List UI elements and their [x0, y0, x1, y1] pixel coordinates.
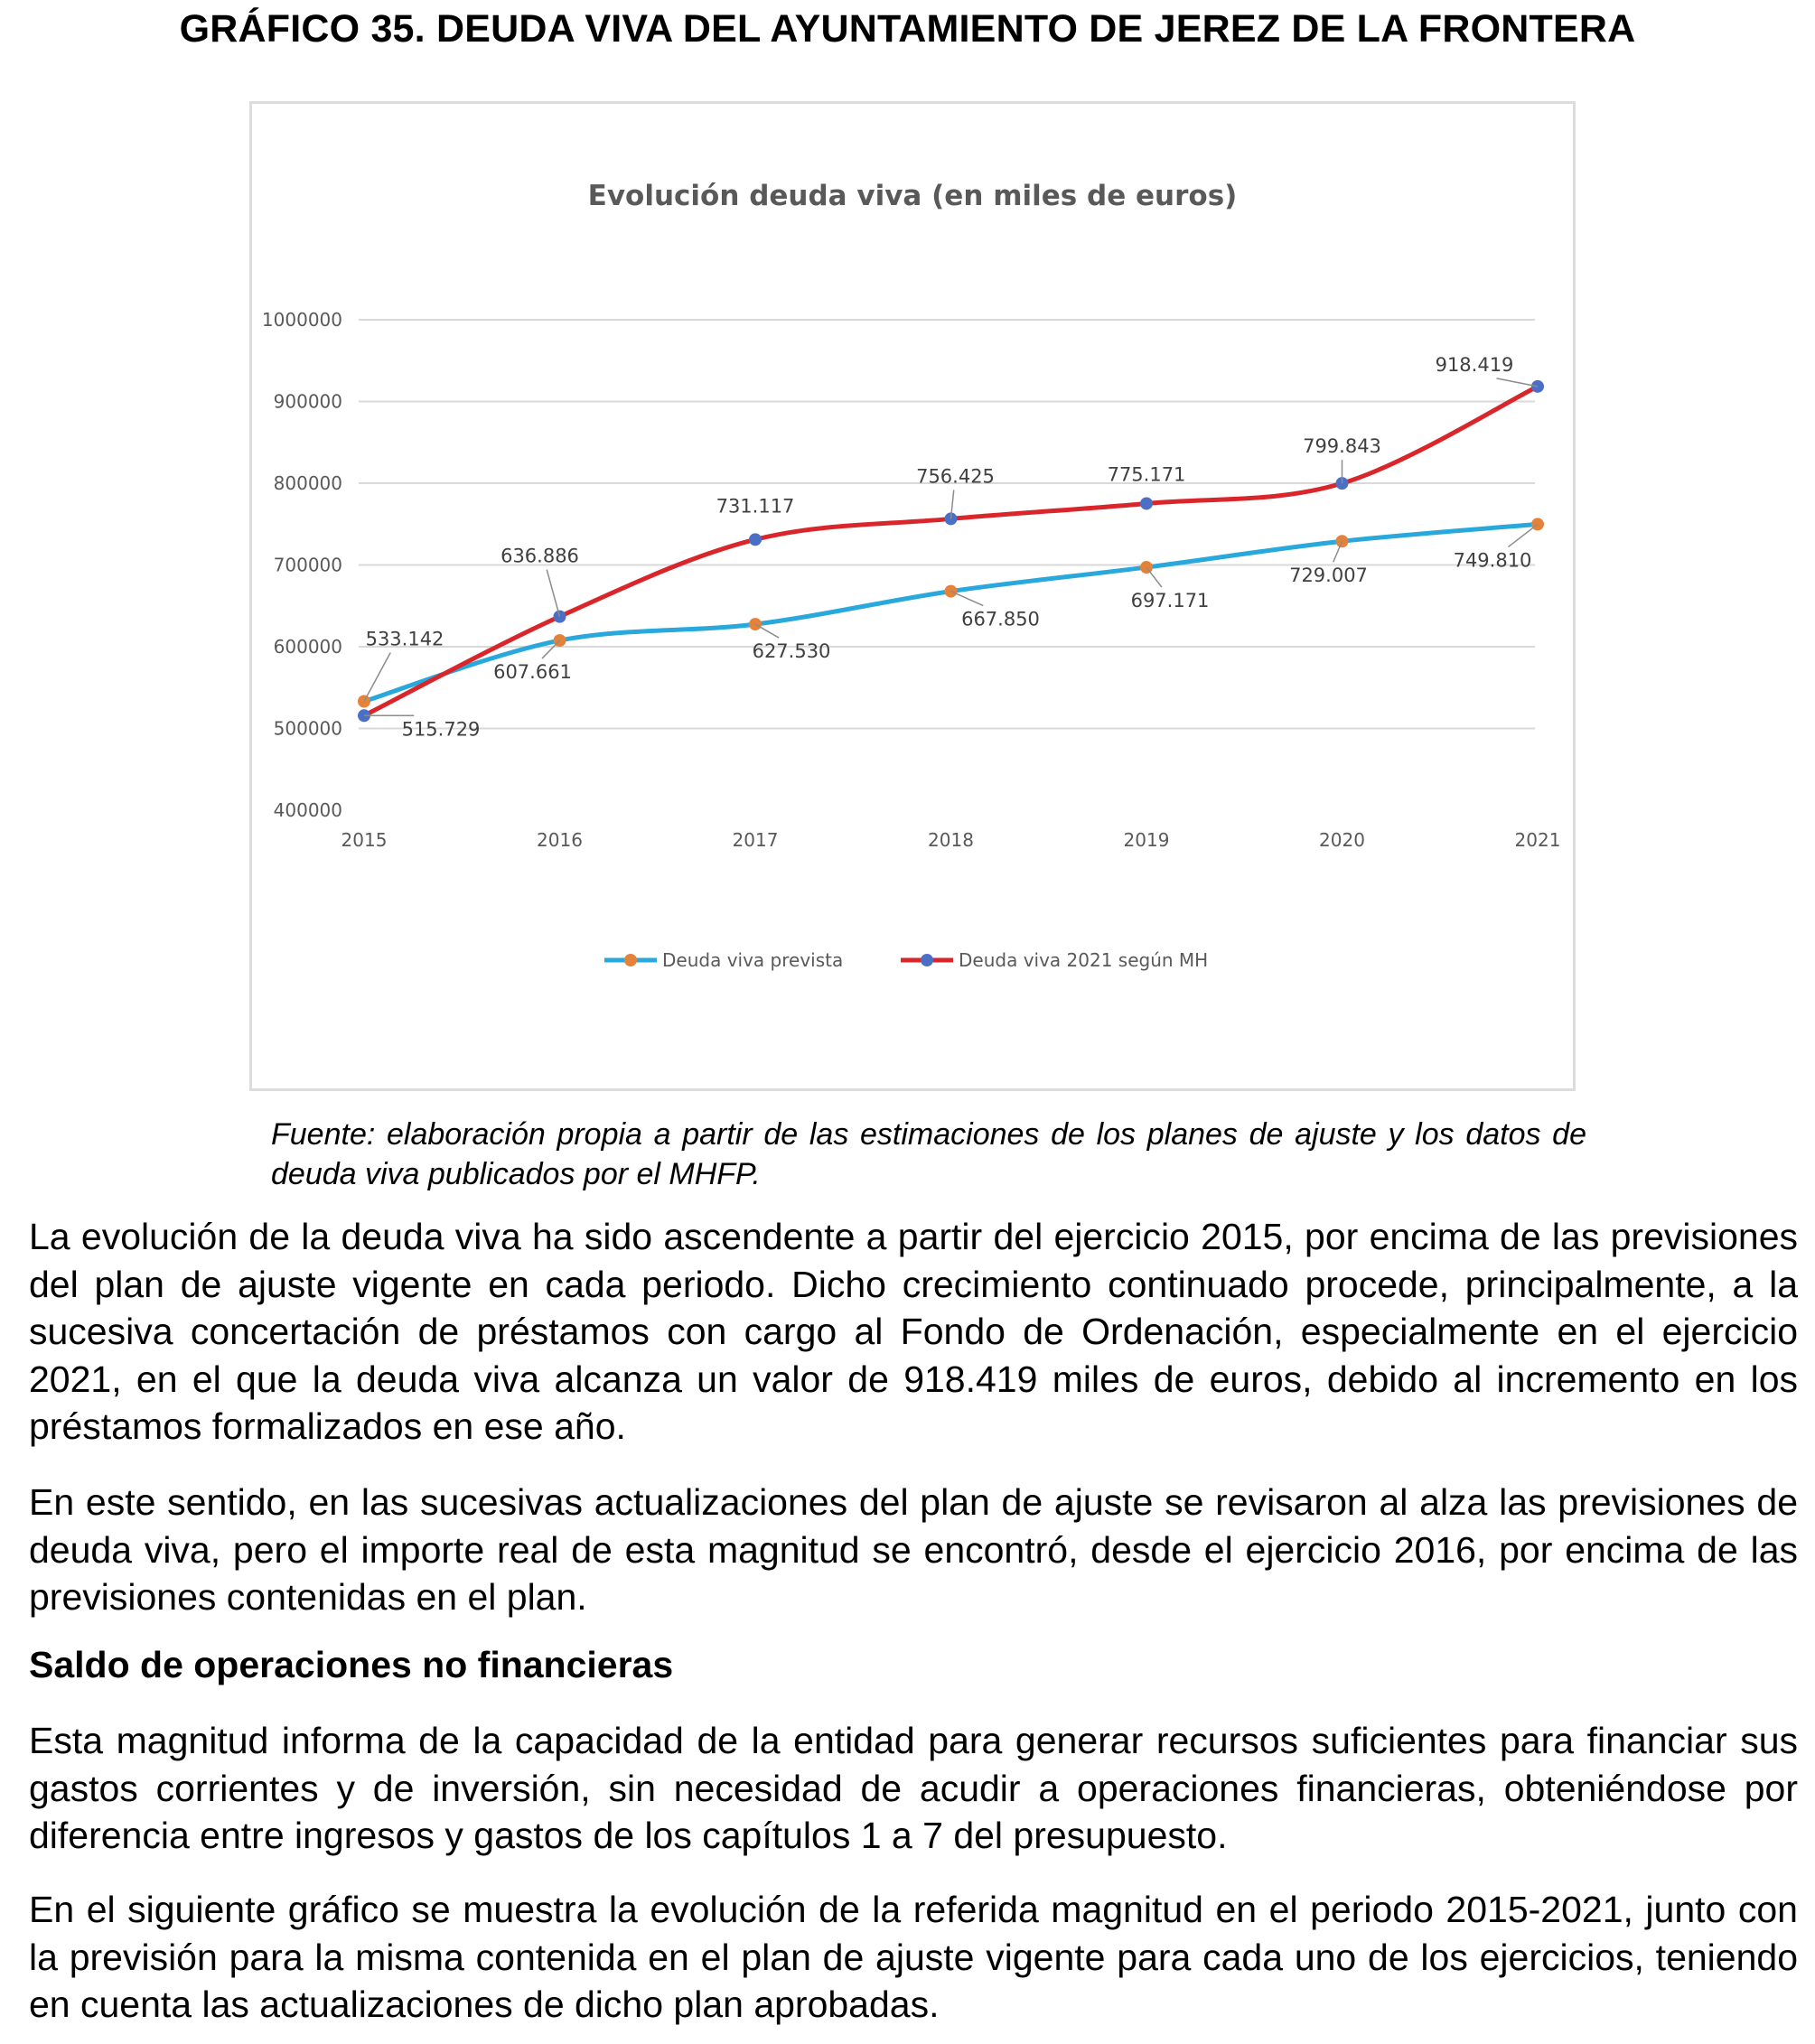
data-label: 697.171	[1130, 590, 1210, 612]
y-tick-label: 900000	[273, 390, 342, 413]
data-label: 515.729	[401, 718, 481, 741]
y-tick-label: 700000	[273, 554, 342, 576]
data-label: 627.530	[752, 640, 831, 663]
paragraph-magnitude-definition: Esta magnitud informa de la capacidad de la entidad para generar recursos suficientes para financiar sus gastos corrientes y de inversión, sin necesidad de acudir a operaciones financieras, obteniéndose por diferencia entre ingresos y gastos de los capítulos 1 a 7 del presupuesto.	[29, 1720, 1798, 1856]
label-leader	[547, 570, 559, 617]
x-tick-label: 2017	[732, 829, 779, 851]
legend-swatch-marker	[921, 954, 933, 966]
legend-swatch-marker	[624, 954, 637, 966]
legend-label: Deuda viva prevista	[662, 949, 844, 971]
x-tick-label: 2021	[1514, 829, 1561, 851]
label-leader	[755, 624, 779, 638]
data-point	[1140, 497, 1153, 509]
y-tick-label: 800000	[273, 472, 342, 494]
y-tick-label: 600000	[273, 636, 342, 658]
data-label: 636.886	[501, 545, 579, 567]
data-label: 533.142	[365, 628, 444, 650]
label-leader	[1146, 567, 1162, 587]
paragraph-adjustment-plan: En este sentido, en las sucesivas actualizaciones del plan de ajuste se revisaron al alza las previsiones de deuda viva, pero el importe real de esta magnitud se encontró, desde el ejercicio 2016, por encima de las previsiones contenidas en el plan.	[29, 1481, 1798, 1618]
y-tick-label: 1000000	[261, 309, 342, 331]
chart-frame	[249, 101, 1576, 1091]
figure-source-caption: Fuente: elaboración propia a partir de las estimaciones de los planes de ajuste y los datos de deuda viva publicados por el MHFP.	[271, 1117, 1586, 1191]
data-label: 731.117	[716, 495, 795, 518]
label-leader	[1497, 378, 1539, 387]
data-label: 799.843	[1303, 435, 1381, 458]
paragraph-next-chart: En el siguiente gráfico se muestra la evolución de la referida magnitud en el periodo 2015-2021, junto con la previsión para la misma contenida en el plan de ajuste vigente para cada uno de los ejercicios, teniendo en cuenta las actualizaciones de dicho plan aprobadas.	[29, 1889, 1798, 2025]
paragraph-debt-evolution: La evolución de la deuda viva ha sido ascendente a partir del ejercicio 2015, por encima de las previsiones del plan de ajuste vigente en cada periodo. Dicho crecimiento continuado procede, principalmente, a la sucesiva concertación de préstamos con cargo al Fondo de Ordenación, especialmente en el ejercicio 2021, en el que la deuda viva alcanza un valor de 918.419 miles de euros, debido al incremento en los préstamos formalizados en ese año.	[29, 1216, 1798, 1447]
data-label: 775.171	[1107, 463, 1186, 486]
data-label: 749.810	[1453, 549, 1532, 572]
legend-label: Deuda viva 2021 según MH	[959, 949, 1209, 971]
data-label: 607.661	[493, 661, 572, 684]
x-tick-label: 2018	[928, 829, 974, 851]
x-tick-label: 2016	[537, 829, 583, 851]
data-label: 667.850	[961, 608, 1040, 630]
label-leader	[951, 592, 984, 606]
data-label: 918.419	[1435, 353, 1514, 376]
x-tick-label: 2015	[341, 829, 388, 851]
y-tick-label: 500000	[273, 717, 342, 740]
x-tick-label: 2019	[1123, 829, 1170, 851]
debt-line-chart	[252, 104, 1573, 1088]
data-label: 756.425	[916, 465, 995, 488]
figure-heading: GRÁFICO 35. DEUDA VIVA DEL AYUNTAMIENTO DE JEREZ DE LA FRONTERA	[179, 7, 1636, 51]
chart-title: Evolución deuda viva (en miles de euros)	[587, 180, 1238, 212]
data-label: 729.007	[1289, 565, 1368, 587]
x-tick-label: 2020	[1319, 829, 1365, 851]
section-heading: Saldo de operaciones no financieras	[29, 1644, 674, 1685]
y-tick-label: 400000	[273, 799, 342, 821]
data-point	[749, 533, 762, 546]
